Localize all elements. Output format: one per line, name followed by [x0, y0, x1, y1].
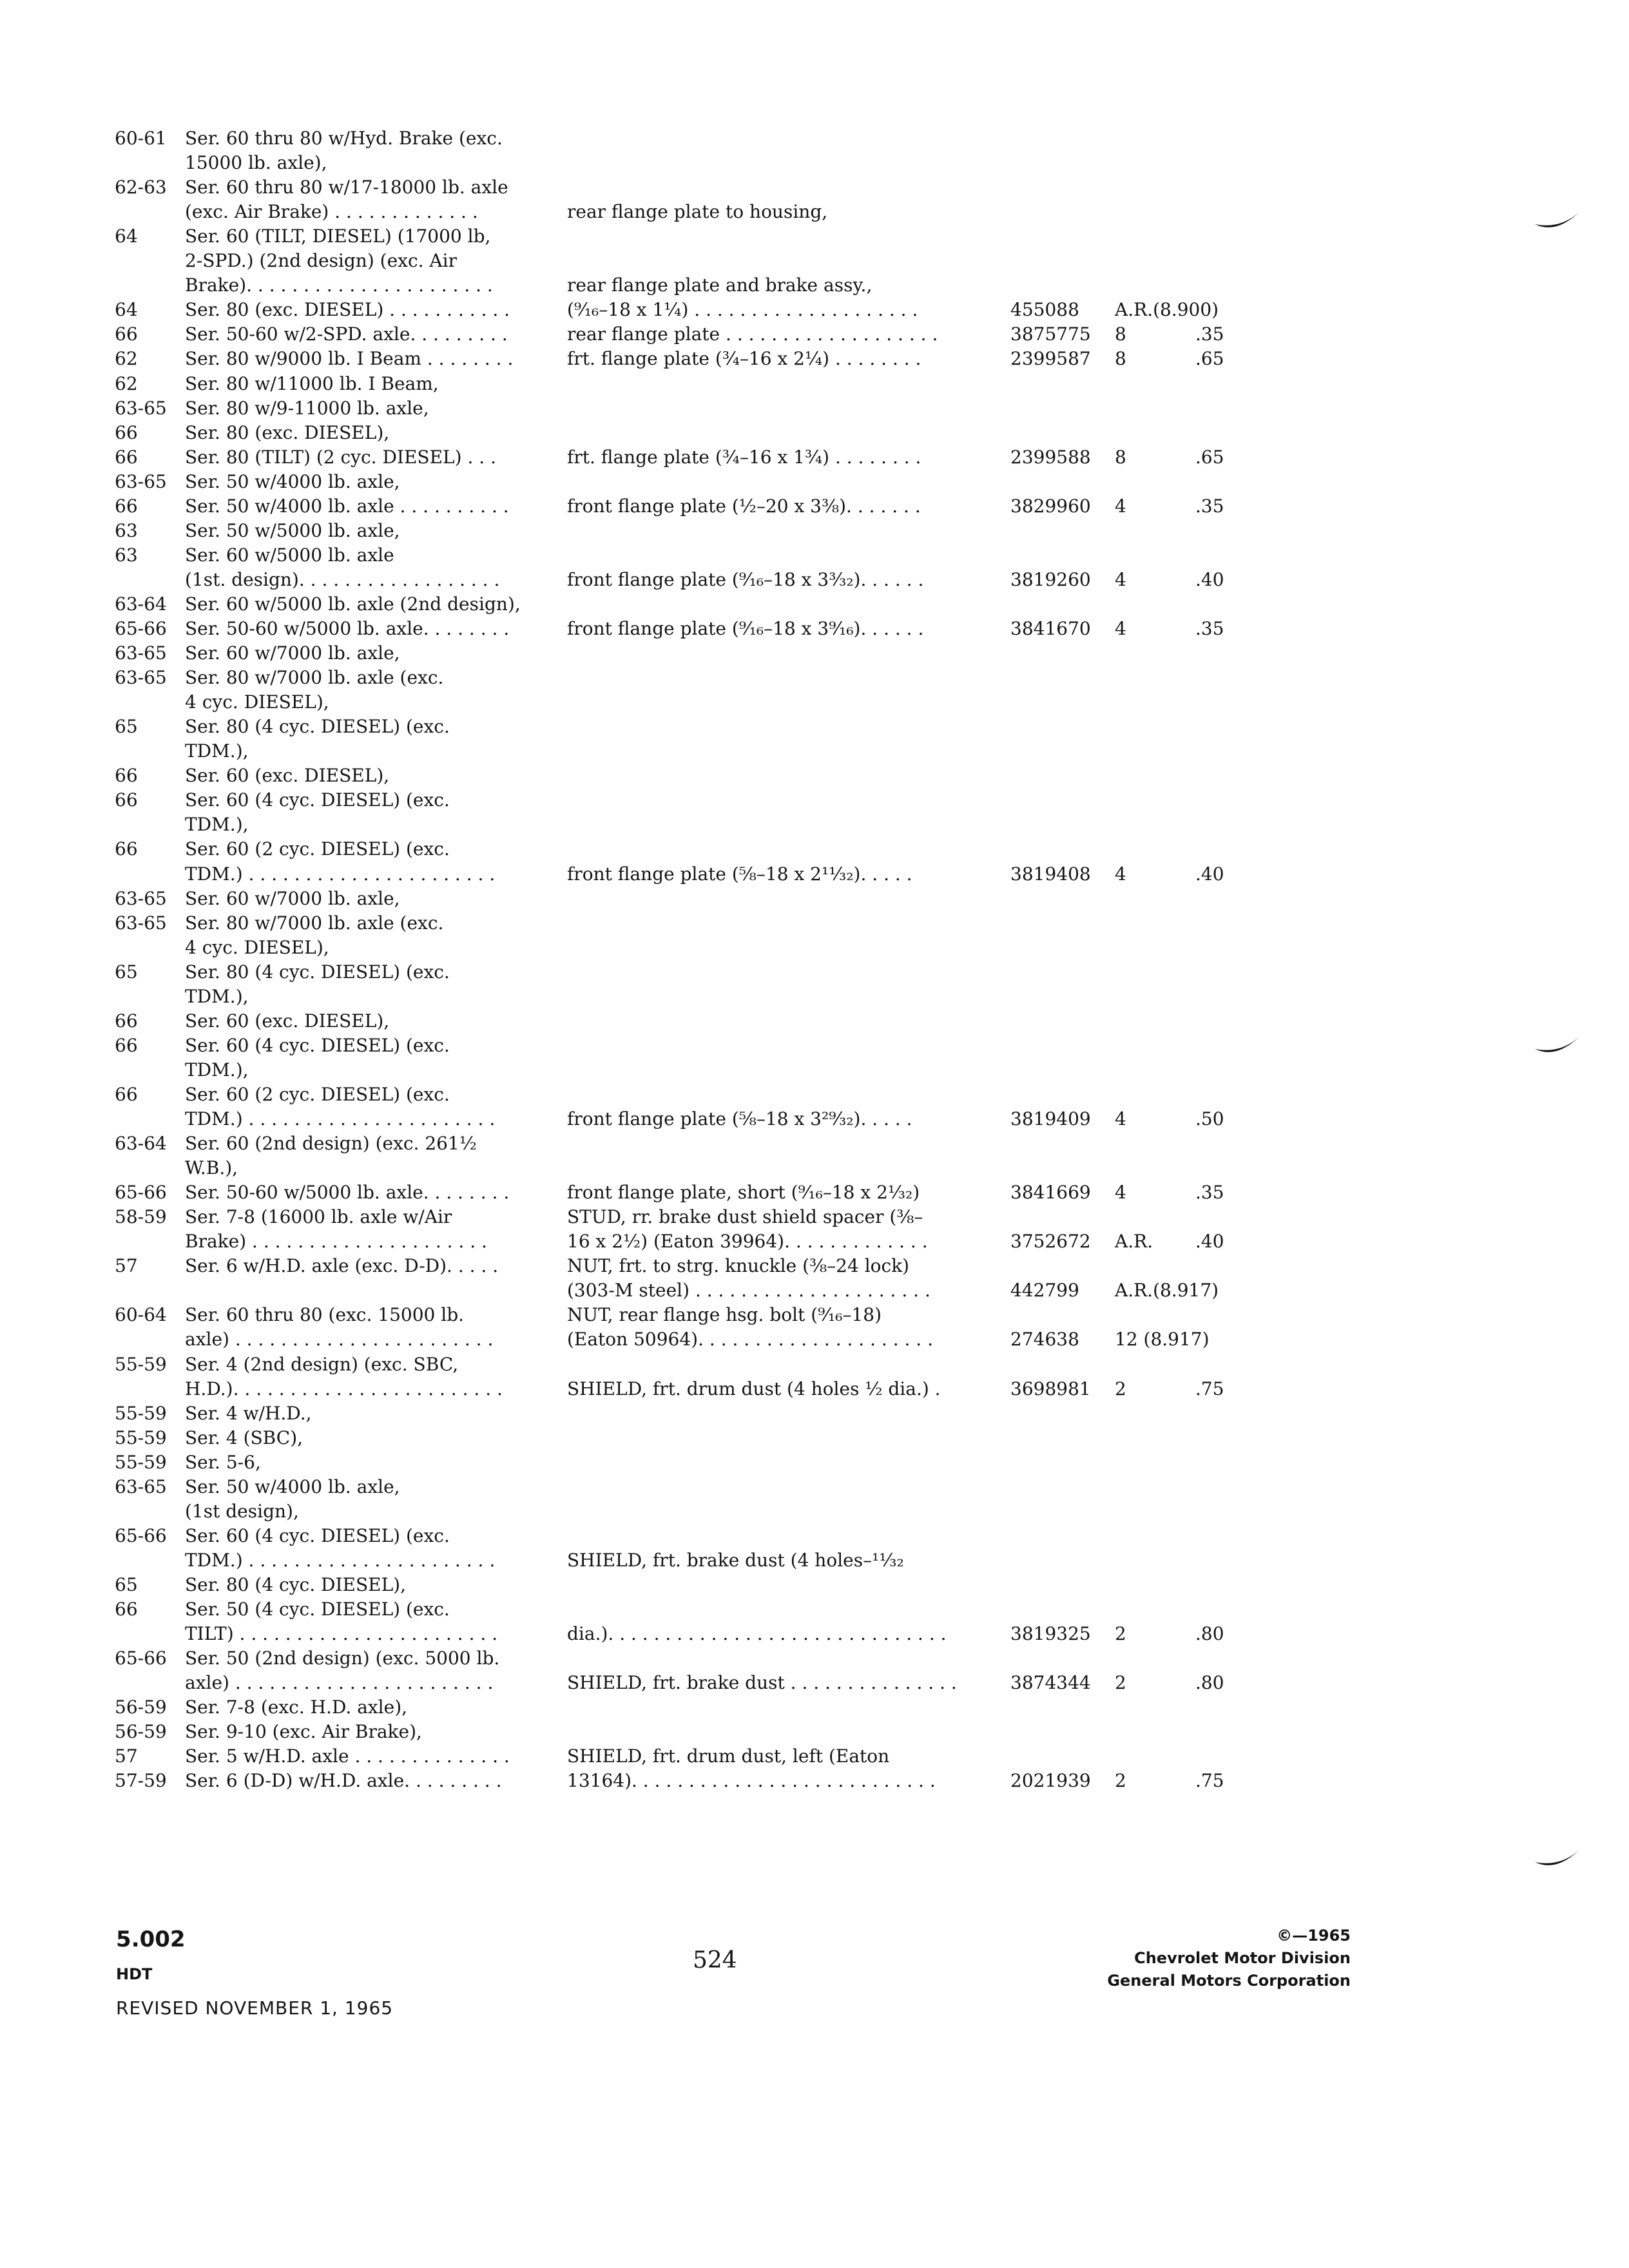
table-row [0, 1720, 1629, 1744]
table-row [0, 1303, 1629, 1327]
part-description: front flange plate (½–20 x 3⅜). . . . . . . [567, 495, 921, 517]
model-year: 65 [115, 961, 138, 983]
table-row [0, 347, 1629, 371]
corporation-name: General Motors Corporation [1107, 1972, 1351, 1990]
part-number: 3829960 [1010, 495, 1091, 517]
model-description: Ser. 5 w/H.D. axle . . . . . . . . . . . . . . [185, 1745, 510, 1767]
table-row [0, 1278, 1629, 1303]
model-description: Ser. 60 (2 cyc. DIESEL) (exc. [185, 838, 450, 860]
table-row [0, 151, 1629, 175]
model-description: Ser. 4 (SBC), [185, 1427, 304, 1448]
part-description: SHIELD, frt. brake dust (4 holes–¹¹⁄₃₂ [567, 1550, 904, 1571]
table-row [0, 617, 1629, 641]
model-year: 66 [115, 495, 138, 517]
model-year: 62-63 [115, 177, 167, 198]
quantity: 4 [1115, 1182, 1126, 1203]
table-row [0, 1646, 1629, 1671]
quantity: 8 [1115, 323, 1126, 345]
price: .75 [1195, 1378, 1224, 1399]
model-description: 4 cyc. DIESEL), [185, 937, 329, 958]
table-row [0, 1573, 1629, 1597]
table-row [0, 1524, 1629, 1548]
price: .65 [1195, 447, 1224, 468]
table-row [0, 641, 1629, 666]
part-number: 2399588 [1010, 447, 1091, 468]
page-number: 524 [693, 1947, 737, 1974]
model-description: Ser. 60 thru 80 (exc. 15000 lb. [185, 1304, 465, 1325]
part-number: 3819325 [1010, 1623, 1091, 1644]
model-description: (1st. design). . . . . . . . . . . . . . . . . . [185, 569, 500, 590]
model-description: TDM.) . . . . . . . . . . . . . . . . . . . . . . [185, 863, 496, 885]
table-row [0, 936, 1629, 960]
table-row [0, 837, 1629, 861]
part-description: SHIELD, frt. drum dust, left (Eaton [567, 1745, 890, 1767]
model-description: Ser. 80 w/9-11000 lb. axle, [185, 398, 429, 419]
model-description: Ser. 9-10 (exc. Air Brake), [185, 1721, 422, 1742]
table-row [0, 985, 1629, 1009]
part-description: rear flange plate to housing, [567, 201, 828, 222]
quantity: 2 [1115, 1672, 1126, 1693]
model-description: W.B.), [185, 1157, 238, 1178]
model-description: 15000 lb. axle), [185, 152, 327, 173]
quantity: 4 [1115, 495, 1126, 517]
table-row [0, 1229, 1629, 1254]
model-description: 4 cyc. DIESEL), [185, 691, 329, 713]
model-year: 66 [115, 447, 138, 468]
table-row [0, 1131, 1629, 1156]
table-row [0, 322, 1629, 347]
model-year: 55-59 [115, 1427, 167, 1448]
part-number: 274638 [1010, 1329, 1079, 1350]
scan-mark-bottom [1534, 1843, 1585, 1875]
model-description: Ser. 6 (D-D) w/H.D. axle. . . . . . . . . [185, 1770, 502, 1791]
table-row [0, 396, 1629, 421]
table-row [0, 1499, 1629, 1524]
quantity: 4 [1115, 569, 1126, 590]
model-description: Ser. 60 w/5000 lb. axle [185, 544, 394, 566]
copyright: ©—1965 [1277, 1927, 1351, 1945]
table-row [0, 1082, 1629, 1107]
table-row [0, 1450, 1629, 1475]
part-description: 13164). . . . . . . . . . . . . . . . . . . . . . . . . . . [567, 1770, 936, 1791]
table-row [0, 911, 1629, 936]
model-description: Brake) . . . . . . . . . . . . . . . . . . . . . [185, 1231, 487, 1252]
quantity: 2 [1115, 1770, 1126, 1791]
model-description: Ser. 80 (exc. DIESEL), [185, 422, 390, 443]
scan-mark-top [1534, 205, 1585, 237]
model-description: TDM.), [185, 1059, 249, 1081]
part-description: front flange plate (⁹⁄₁₆–18 x 3⁹⁄₁₆). . . . . . [567, 618, 924, 639]
table-row [0, 666, 1629, 690]
quantity: 8 [1115, 348, 1126, 369]
part-number: 3752672 [1010, 1231, 1091, 1252]
model-description: (exc. Air Brake) . . . . . . . . . . . . . [185, 201, 478, 222]
table-row [0, 1009, 1629, 1033]
price: .50 [1195, 1108, 1224, 1129]
model-description: H.D.). . . . . . . . . . . . . . . . . . . . . . . . [185, 1378, 503, 1399]
model-year: 66 [115, 1599, 138, 1620]
table-row [0, 1426, 1629, 1450]
table-row [0, 1156, 1629, 1180]
model-description: Ser. 80 w/7000 lb. axle (exc. [185, 912, 444, 934]
part-description: front flange plate, short (⁹⁄₁₆–18 x 2¹⁄₃₂) [567, 1182, 920, 1203]
quantity: 4 [1115, 863, 1126, 885]
table-row [0, 1327, 1629, 1352]
table-row [0, 1033, 1629, 1058]
part-number: 2399587 [1010, 348, 1091, 369]
table-row [0, 1695, 1629, 1720]
table-row [0, 224, 1629, 249]
model-year: 63-64 [115, 593, 167, 615]
part-number: 3819260 [1010, 569, 1091, 590]
table-row [0, 1058, 1629, 1082]
part-description: SHIELD, frt. drum dust (4 holes ½ dia.) . [567, 1378, 941, 1399]
quantity: 12 (8.917) [1115, 1329, 1210, 1350]
part-description: front flange plate (⁹⁄₁₆–18 x 3³⁄₃₂). . . . . . [567, 569, 924, 590]
table-row [0, 200, 1629, 224]
table-row [0, 543, 1629, 568]
table-row [0, 1475, 1629, 1499]
model-description: TDM.), [185, 740, 249, 762]
quantity: A.R.(8.900) [1115, 299, 1219, 320]
model-description: Ser. 50 w/4000 lb. axle, [185, 1476, 400, 1497]
part-description: SHIELD, frt. brake dust . . . . . . . . . . . . . . . [567, 1672, 957, 1693]
part-description: front flange plate (⅝–18 x 3²⁹⁄₃₂). . . . . [567, 1108, 912, 1129]
model-description: 2-SPD.) (2nd design) (exc. Air [185, 250, 457, 271]
table-row [0, 175, 1629, 200]
part-number: 442799 [1010, 1280, 1079, 1301]
table-row [0, 1377, 1629, 1401]
model-description: Ser. 60 (4 cyc. DIESEL) (exc. [185, 1525, 450, 1546]
table-row [0, 1622, 1629, 1646]
model-description: Ser. 50-60 w/2-SPD. axle. . . . . . . . . [185, 323, 508, 345]
model-description: Ser. 6 w/H.D. axle (exc. D-D). . . . . [185, 1255, 499, 1276]
model-description: Ser. 50 (4 cyc. DIESEL) (exc. [185, 1599, 450, 1620]
quantity: A.R. [1115, 1231, 1153, 1252]
model-year: 63-65 [115, 642, 167, 664]
part-description: NUT, rear flange hsg. bolt (⁹⁄₁₆–18) [567, 1304, 882, 1325]
model-year: 65-66 [115, 1182, 167, 1203]
model-year: 66 [115, 1010, 138, 1032]
table-row [0, 519, 1629, 543]
model-year: 64 [115, 226, 138, 247]
model-description: Ser. 60 (2 cyc. DIESEL) (exc. [185, 1084, 450, 1105]
table-row [0, 126, 1629, 151]
model-description: Ser. 60 (TILT, DIESEL) (17000 lb, [185, 226, 491, 247]
table-row [0, 764, 1629, 788]
part-number: 3819409 [1010, 1108, 1091, 1129]
model-year: 60-64 [115, 1304, 167, 1325]
model-year: 57 [115, 1745, 138, 1767]
model-year: 63 [115, 544, 138, 566]
price: .35 [1195, 495, 1224, 517]
quantity: 4 [1115, 618, 1126, 639]
model-description: Ser. 4 w/H.D., [185, 1403, 312, 1424]
model-year: 56-59 [115, 1721, 167, 1742]
part-description: (⁹⁄₁₆–18 x 1¼) . . . . . . . . . . . . . . . . . . . . [567, 299, 918, 320]
table-row [0, 592, 1629, 617]
model-year: 66 [115, 422, 138, 443]
table-row [0, 788, 1629, 812]
model-year: 60-61 [115, 128, 167, 149]
table-row [0, 812, 1629, 837]
model-year: 63-65 [115, 888, 167, 909]
model-year: 63-65 [115, 1476, 167, 1497]
price: .75 [1195, 1770, 1224, 1791]
table-row [0, 494, 1629, 519]
model-description: Ser. 80 (4 cyc. DIESEL), [185, 1574, 406, 1595]
quantity: 2 [1115, 1623, 1126, 1644]
table-row [0, 887, 1629, 911]
model-description: Ser. 60 thru 80 w/Hyd. Brake (exc. [185, 128, 503, 149]
model-year: 63 [115, 520, 138, 541]
model-year: 55-59 [115, 1354, 167, 1375]
model-description: Ser. 60 (4 cyc. DIESEL) (exc. [185, 1035, 450, 1056]
table-row [0, 690, 1629, 715]
model-description: TDM.), [185, 986, 249, 1007]
table-row [0, 1254, 1629, 1278]
model-description: Ser. 60 (exc. DIESEL), [185, 765, 390, 786]
model-year: 66 [115, 323, 138, 345]
part-number: 3698981 [1010, 1378, 1091, 1399]
model-year: 63-65 [115, 471, 167, 492]
revision-date: REVISED NOVEMBER 1, 1965 [116, 1997, 394, 2019]
model-description: Brake). . . . . . . . . . . . . . . . . . . . . . [185, 274, 493, 296]
quantity: 8 [1115, 447, 1126, 468]
part-number: 3841670 [1010, 618, 1091, 639]
part-description: STUD, rr. brake dust shield spacer (⅜– [567, 1206, 923, 1227]
model-year: 65 [115, 1574, 138, 1595]
model-description: Ser. 50 (2nd design) (exc. 5000 lb. [185, 1648, 500, 1669]
model-description: axle) . . . . . . . . . . . . . . . . . . . . . . . [185, 1672, 494, 1693]
model-description: Ser. 80 (4 cyc. DIESEL) (exc. [185, 961, 450, 983]
price: .35 [1195, 1182, 1224, 1203]
part-number: 3875775 [1010, 323, 1091, 345]
model-description: Ser. 50 w/5000 lb. axle, [185, 520, 400, 541]
part-number: 3874344 [1010, 1672, 1091, 1693]
part-description: frt. flange plate (¾–16 x 2¼) . . . . . . . . [567, 348, 921, 369]
table-row [0, 470, 1629, 494]
model-description: TILT) . . . . . . . . . . . . . . . . . . . . . . . [185, 1623, 498, 1644]
price: .65 [1195, 348, 1224, 369]
quantity: 4 [1115, 1108, 1126, 1129]
model-year: 56-59 [115, 1696, 167, 1718]
model-year: 65 [115, 716, 138, 737]
model-description: Ser. 80 (exc. DIESEL) . . . . . . . . . . . [185, 299, 510, 320]
model-year: 65-66 [115, 618, 167, 639]
part-description: (Eaton 50964). . . . . . . . . . . . . . . . . . . . . [567, 1329, 934, 1350]
model-year: 55-59 [115, 1403, 167, 1424]
part-number: 2021939 [1010, 1770, 1091, 1791]
part-number: 455088 [1010, 299, 1079, 320]
table-row [0, 421, 1629, 445]
table-row [0, 1180, 1629, 1205]
model-description: Ser. 60 (4 cyc. DIESEL) (exc. [185, 789, 450, 811]
model-year: 64 [115, 299, 138, 320]
model-description: Ser. 50-60 w/5000 lb. axle. . . . . . . . [185, 1182, 510, 1203]
table-row [0, 715, 1629, 739]
price: .35 [1195, 618, 1224, 639]
table-row [0, 862, 1629, 887]
model-year: 62 [115, 348, 138, 369]
model-year: 63-65 [115, 398, 167, 419]
model-year: 57-59 [115, 1770, 167, 1791]
table-row [0, 249, 1629, 273]
price: .35 [1195, 323, 1224, 345]
model-year: 62 [115, 373, 138, 394]
model-year: 66 [115, 789, 138, 811]
section-number: 5.002 [116, 1927, 186, 1952]
part-description: rear flange plate and brake assy., [567, 274, 872, 296]
model-description: axle) . . . . . . . . . . . . . . . . . . . . . . . [185, 1329, 494, 1350]
model-description: Ser. 50-60 w/5000 lb. axle. . . . . . . . [185, 618, 510, 639]
table-row [0, 739, 1629, 764]
model-description: TDM.) . . . . . . . . . . . . . . . . . . . . . . [185, 1550, 496, 1571]
model-description: Ser. 80 w/7000 lb. axle (exc. [185, 667, 444, 688]
model-description: Ser. 60 (exc. DIESEL), [185, 1010, 390, 1032]
part-description: NUT, frt. to strg. knuckle (⅜–24 lock) [567, 1255, 910, 1276]
price: .40 [1195, 569, 1224, 590]
model-year: 66 [115, 1035, 138, 1056]
table-row [0, 1352, 1629, 1377]
part-description: front flange plate (⅝–18 x 2¹¹⁄₃₂). . . . . [567, 863, 912, 885]
model-description: Ser. 60 w/5000 lb. axle (2nd design), [185, 593, 521, 615]
part-description: dia.). . . . . . . . . . . . . . . . . . . . . . . . . . . . . . [567, 1623, 947, 1644]
table-row [0, 1671, 1629, 1695]
model-description: Ser. 5-6, [185, 1452, 261, 1473]
part-number: 3819408 [1010, 863, 1091, 885]
catalog-code: HDT [116, 1965, 153, 1983]
table-row [0, 273, 1629, 298]
part-description: rear flange plate . . . . . . . . . . . . . . . . . . . [567, 323, 938, 345]
model-description: TDM.) . . . . . . . . . . . . . . . . . . . . . . [185, 1108, 496, 1129]
part-number: 3841669 [1010, 1182, 1091, 1203]
part-description: (303-M steel) . . . . . . . . . . . . . . . . . . . . . [567, 1280, 930, 1301]
model-description: Ser. 60 w/7000 lb. axle, [185, 888, 400, 909]
table-row [0, 960, 1629, 985]
model-year: 63-65 [115, 912, 167, 934]
table-row [0, 1205, 1629, 1229]
price: .80 [1195, 1672, 1224, 1693]
price: .80 [1195, 1623, 1224, 1644]
table-row [0, 1107, 1629, 1131]
scan-mark-middle [1534, 1030, 1585, 1062]
model-description: Ser. 60 (2nd design) (exc. 261½ [185, 1133, 477, 1154]
model-year: 66 [115, 765, 138, 786]
quantity: 2 [1115, 1378, 1126, 1399]
table-row [0, 1548, 1629, 1573]
model-description: Ser. 60 w/7000 lb. axle, [185, 642, 400, 664]
part-description: frt. flange plate (¾–16 x 1¾) . . . . . . . . [567, 447, 921, 468]
model-year: 58-59 [115, 1206, 167, 1227]
table-row [0, 445, 1629, 470]
model-description: Ser. 80 w/11000 lb. I Beam, [185, 373, 439, 394]
model-description: Ser. 60 thru 80 w/17-18000 lb. axle [185, 177, 508, 198]
model-description: Ser. 50 w/4000 lb. axle, [185, 471, 400, 492]
model-year: 65-66 [115, 1525, 167, 1546]
model-description: Ser. 80 (4 cyc. DIESEL) (exc. [185, 716, 450, 737]
model-description: Ser. 4 (2nd design) (exc. SBC, [185, 1354, 459, 1375]
price: .40 [1195, 863, 1224, 885]
table-row [0, 1769, 1629, 1793]
model-description: (1st design), [185, 1501, 299, 1522]
model-year: 57 [115, 1255, 138, 1276]
model-description: Ser. 7-8 (exc. H.D. axle), [185, 1696, 408, 1718]
model-year: 66 [115, 1084, 138, 1105]
division-name: Chevrolet Motor Division [1134, 1949, 1351, 1967]
quantity: A.R.(8.917) [1115, 1280, 1219, 1301]
table-row [0, 568, 1629, 592]
model-year: 55-59 [115, 1452, 167, 1473]
model-description: Ser. 80 (TILT) (2 cyc. DIESEL) . . . [185, 447, 496, 468]
model-description: TDM.), [185, 814, 249, 835]
table-row [0, 298, 1629, 322]
model-description: Ser. 7-8 (16000 lb. axle w/Air [185, 1206, 452, 1227]
model-year: 66 [115, 838, 138, 860]
part-description: 16 x 2½) (Eaton 39964). . . . . . . . . . . . . [567, 1231, 928, 1252]
model-year: 63-65 [115, 667, 167, 688]
model-description: Ser. 80 w/9000 lb. I Beam . . . . . . . . [185, 348, 514, 369]
price: .40 [1195, 1231, 1224, 1252]
table-row [0, 1744, 1629, 1769]
table-row [0, 1597, 1629, 1622]
table-row [0, 1401, 1629, 1426]
model-description: Ser. 50 w/4000 lb. axle . . . . . . . . . . [185, 495, 509, 517]
model-year: 63-64 [115, 1133, 167, 1154]
table-row [0, 372, 1629, 396]
model-year: 65-66 [115, 1648, 167, 1669]
